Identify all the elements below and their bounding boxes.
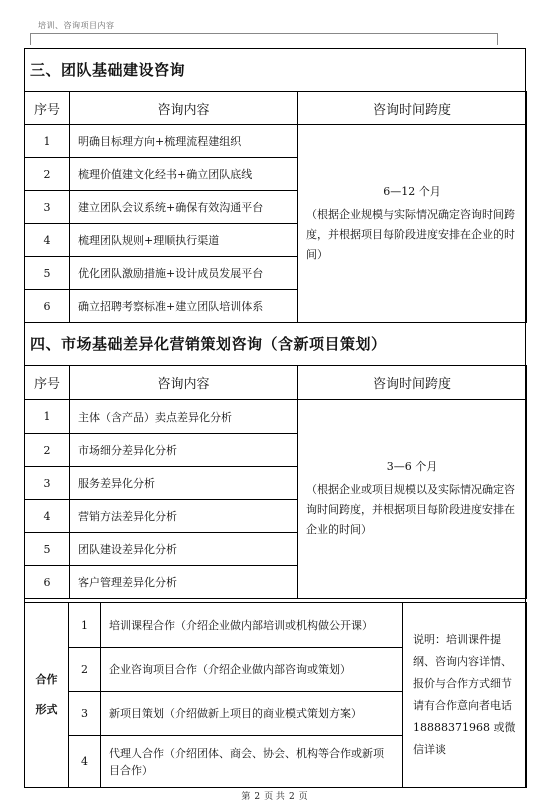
coop-item-text: 新项目策划（介绍做新上项目的商业模式策划方案） [101,692,403,736]
row-num: 4 [25,224,70,257]
section3-title: 三、团队基础建设咨询 [24,48,526,92]
section4-duration-note: （根据企业或项目规模以及实际情况确定咨询时间跨度，并根据项目每阶段进度安排在企业的时间） [306,483,515,536]
row-num: 3 [25,191,70,224]
row-num: 1 [25,400,70,434]
table-row [25,400,527,434]
row-content: 客户管理差异化分析 [70,566,298,599]
header-num: 序号 [25,92,70,125]
row-num: 4 [25,500,70,533]
section4-duration: 3—6 个月 [386,460,438,473]
section3-header-row [25,92,527,125]
coop-row [25,603,527,648]
row-content: 团队建设差异化分析 [70,533,298,566]
cooperation-table [24,602,527,788]
section4-title: 四、市场基础差异化营销策划咨询（含新项目策划） [24,322,526,366]
section3-duration-cell [298,125,527,323]
cooperation-label: 合作 形式 [25,603,69,788]
row-content: 梳理价值建文化经书+确立团队底线 [70,158,298,191]
section3-duration: 6—12 个月 [383,184,441,198]
row-content: 营销方法差异化分析 [70,500,298,533]
table-row [25,125,527,158]
section3-duration-note: （根据企业规模与实际情况确定咨询时间跨度，并根据项目每阶段进度安排在企业的时间） [306,207,515,261]
row-content: 建立团队会议系统+确保有效沟通平台 [70,191,298,224]
header-tick-left [30,33,31,45]
coop-item-num: 1 [69,603,101,648]
coop-item-num: 4 [69,736,101,788]
cooperation-note: 说明：培训课件提纲、咨询内容详情、报价与合作方式细节请有合作意向者电话 18888371968 或微信详谈 [403,603,527,788]
row-content: 明确目标理方向+梳理流程建组织 [70,125,298,158]
header-content: 咨询内容 [70,366,298,400]
row-num: 5 [25,533,70,566]
header-duration: 咨询时间跨度 [298,92,527,125]
footer-middle: 页 共 [264,792,285,802]
coop-item-text: 培训课程合作（介绍企业做内部培训或机构做公开课） [101,603,403,648]
section4-duration-cell [298,400,527,599]
page-footer [0,789,549,802]
header-content: 咨询内容 [70,92,298,125]
section4-table [24,365,527,599]
coop-item-num: 3 [69,692,101,736]
page-header: 培训、咨询项目内容 [38,21,115,30]
row-num: 3 [25,467,70,500]
header-duration: 咨询时间跨度 [298,366,527,400]
row-num: 5 [25,257,70,290]
row-num: 1 [25,125,70,158]
footer-prefix: 第 [241,792,251,802]
row-content: 服务差异化分析 [70,467,298,500]
section3-table [24,91,527,323]
row-num: 2 [25,434,70,467]
section4-header-row [25,366,527,400]
row-content: 确立招聘考察标准+建立团队培训体系 [70,290,298,323]
row-content: 梳理团队规则+理顺执行渠道 [70,224,298,257]
header-num: 序号 [25,366,70,400]
row-content: 优化团队激励措施+设计成员发展平台 [70,257,298,290]
row-num: 2 [25,158,70,191]
coop-item-num: 2 [69,648,101,692]
row-num: 6 [25,290,70,323]
header-tick-right [497,33,498,45]
coop-item-text: 代理人合作（介绍团体、商会、协会、机构等合作或新项目合作） [101,736,403,788]
footer-page: 2 [254,792,261,802]
row-num: 6 [25,566,70,599]
row-content: 市场细分差异化分析 [70,434,298,467]
coop-item-text: 企业咨询项目合作（介绍企业做内部咨询或策划） [101,648,403,692]
footer-total: 2 [288,792,295,802]
header-rule [30,33,498,34]
footer-suffix: 页 [298,792,308,802]
row-content: 主体（含产品）卖点差异化分析 [70,400,298,434]
